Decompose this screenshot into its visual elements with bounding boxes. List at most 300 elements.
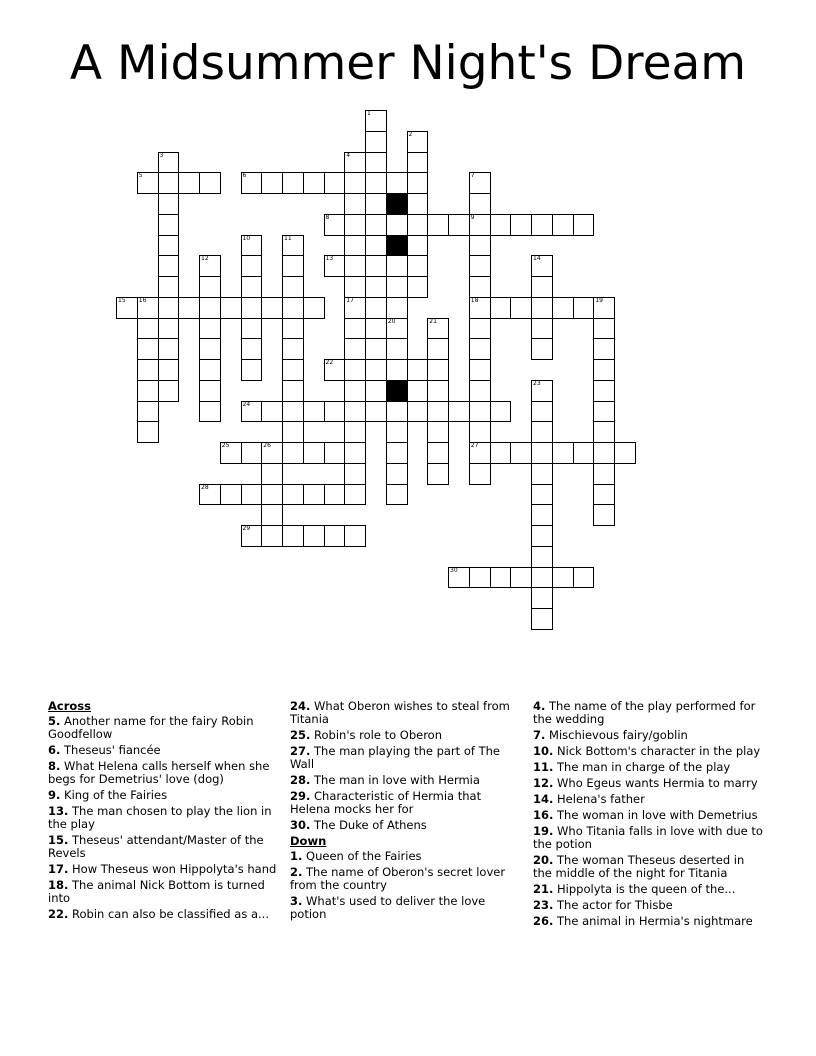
grid-cell[interactable] [158,172,180,194]
grid-cell[interactable] [241,359,263,381]
grid-cell[interactable] [427,401,449,423]
grid-cell[interactable] [531,276,553,298]
grid-cell[interactable] [407,276,429,298]
clue-number: 23 [533,379,541,387]
clue-item-number: 14. [533,792,554,806]
grid-cell[interactable] [510,442,532,464]
grid-cell[interactable] [282,401,304,423]
clue-item-text: The Duke of Athens [314,818,427,832]
clue-number: 15 [118,296,126,304]
grid-cell[interactable] [510,297,532,319]
clue-item-text: Theseus' fiancée [64,743,161,757]
grid-cell[interactable] [365,214,387,236]
grid-cell[interactable] [303,172,325,194]
grid-cell[interactable] [469,463,491,485]
grid-cell[interactable] [220,484,242,506]
grid-cell[interactable] [261,525,283,547]
clue-item-number: 8. [48,759,61,773]
clue-heading: Across [48,699,91,713]
grid-cell[interactable] [199,297,221,319]
grid-cell[interactable] [365,110,387,132]
grid-cell[interactable] [407,359,429,381]
grid-cell[interactable] [303,484,325,506]
grid-cell[interactable] [552,442,574,464]
clue-number: 17 [346,296,354,304]
clue-item [48,863,280,876]
grid-cell[interactable] [365,276,387,298]
grid-cell[interactable] [282,442,304,464]
clue-item-number: 10. [533,744,554,758]
grid-cell[interactable] [407,214,429,236]
grid-cell[interactable] [531,504,553,526]
grid-cell[interactable] [178,172,200,194]
grid-cell[interactable] [386,255,408,277]
clue-item [533,761,765,774]
clue-number: 2 [408,130,413,138]
clue-item-number: 28. [290,773,311,787]
grid-block [386,380,408,402]
grid-cell[interactable] [531,401,553,423]
grid-cell[interactable] [178,297,200,319]
grid-cell[interactable] [344,152,366,174]
grid-cell[interactable] [407,401,429,423]
grid-cell[interactable] [531,421,553,443]
clue-item-text: The man chosen to play the lion in the play [48,804,272,831]
clue-item-number: 13. [48,804,69,818]
grid-cell[interactable] [552,567,574,589]
grid-cell[interactable] [469,318,491,340]
grid-cell[interactable] [344,484,366,506]
clue-item-text: Theseus' attendant/Master of the Revels [48,833,264,860]
grid-cell[interactable] [531,442,553,464]
grid-cell[interactable] [241,484,263,506]
grid-cell[interactable] [427,380,449,402]
clue-item [48,744,280,757]
grid-cell[interactable] [241,442,263,464]
grid-cell[interactable] [552,214,574,236]
clue-item-number: 30. [290,818,311,832]
grid-cell[interactable] [344,338,366,360]
grid-cell[interactable] [365,152,387,174]
grid-cell[interactable] [241,255,263,277]
grid-cell[interactable] [158,318,180,340]
clue-number: 4 [346,151,351,159]
grid-cell[interactable] [137,380,159,402]
grid-cell[interactable] [220,442,242,464]
grid-cell[interactable] [407,235,429,257]
grid-cell[interactable] [199,380,221,402]
grid-cell[interactable] [365,338,387,360]
grid-cell[interactable] [531,587,553,609]
grid-cell[interactable] [241,297,263,319]
clue-number: 12 [201,255,209,263]
grid-cell[interactable] [324,401,346,423]
grid-cell[interactable] [469,359,491,381]
grid-cell[interactable] [593,338,615,360]
grid-cell[interactable] [137,359,159,381]
grid-cell[interactable] [427,421,449,443]
grid-cell[interactable] [199,172,221,194]
grid-cell[interactable] [531,525,553,547]
grid-cell[interactable] [531,255,553,277]
grid-cell[interactable] [158,338,180,360]
grid-cell[interactable] [531,608,553,630]
clue-item [533,825,765,851]
grid-cell[interactable] [199,401,221,423]
clue-number: 27 [470,442,479,449]
grid-cell[interactable] [531,463,553,485]
grid-cell[interactable] [531,318,553,340]
grid-cell[interactable] [365,235,387,257]
grid-cell[interactable] [469,214,491,236]
grid-cell[interactable] [365,255,387,277]
grid-cell[interactable] [510,567,532,589]
grid-cell[interactable] [282,359,304,381]
grid-cell[interactable] [261,463,283,485]
grid-cell[interactable] [241,318,263,340]
clue-number: 3 [159,151,164,159]
grid-cell[interactable] [407,131,429,153]
grid-cell[interactable] [386,484,408,506]
grid-cell[interactable] [158,214,180,236]
grid-cell[interactable] [158,255,180,277]
grid-cell[interactable] [469,193,491,215]
grid-cell[interactable] [282,172,304,194]
grid-cell[interactable] [344,172,366,194]
grid-cell[interactable] [386,359,408,381]
grid-cell[interactable] [593,421,615,443]
grid-cell[interactable] [158,152,180,174]
grid-cell[interactable] [593,504,615,526]
grid-cell[interactable] [324,214,346,236]
grid-cell[interactable] [324,525,346,547]
grid-cell[interactable] [386,172,408,194]
clue-item-text: Who Titania falls in love with due to the potion [533,824,763,851]
grid-cell[interactable] [137,338,159,360]
grid-cell[interactable] [614,442,636,464]
grid-cell[interactable] [344,421,366,443]
grid-cell[interactable] [261,401,283,423]
clue-item [48,908,280,921]
clue-item-text: Another name for the fairy Robin Goodfellow [48,714,254,741]
grid-cell[interactable] [282,255,304,277]
clue-item [533,883,765,896]
grid-cell[interactable] [324,484,346,506]
grid-cell[interactable] [344,442,366,464]
grid-cell[interactable] [593,380,615,402]
clue-item-number: 9. [48,788,61,802]
clue-item-number: 24. [290,699,311,713]
clue-item-text: How Theseus won Hippolyta's hand [72,862,277,876]
grid-cell[interactable] [469,338,491,360]
clue-item [290,895,522,921]
grid-cell[interactable] [365,193,387,215]
grid-cell[interactable] [282,338,304,360]
grid-cell[interactable] [344,214,366,236]
clue-item-number: 19. [533,824,554,838]
grid-cell[interactable] [490,401,512,423]
grid-cell[interactable] [531,338,553,360]
grid-cell[interactable] [365,401,387,423]
clue-item-text: The animal in Hermia's nightmare [557,914,753,928]
grid-cell[interactable] [573,214,595,236]
clue-number: 8 [325,213,330,221]
grid-cell[interactable] [137,421,159,443]
grid-cell[interactable] [324,442,346,464]
grid-cell[interactable] [593,463,615,485]
clue-item [48,760,280,786]
grid-cell[interactable] [469,421,491,443]
grid-cell[interactable] [324,359,346,381]
clue-item-number: 29. [290,789,311,803]
grid-cell[interactable] [386,463,408,485]
grid-cell[interactable] [490,297,512,319]
grid-cell[interactable] [116,297,138,319]
grid-cell[interactable] [427,442,449,464]
page-title: A Midsummer Night's Dream [69,36,747,91]
grid-cell[interactable] [427,338,449,360]
grid-cell[interactable] [261,297,283,319]
grid-cell[interactable] [282,421,304,443]
grid-cell[interactable] [552,297,574,319]
grid-cell[interactable] [593,359,615,381]
grid-cell[interactable] [261,484,283,506]
grid-cell[interactable] [344,380,366,402]
grid-cell[interactable] [531,567,553,589]
grid-cell[interactable] [344,297,366,319]
grid-cell[interactable] [427,359,449,381]
clue-item-text: Queen of the Fairies [306,849,422,863]
grid-cell[interactable] [573,442,595,464]
clue-item [533,777,765,790]
grid-cell[interactable] [344,276,366,298]
grid-cell[interactable] [344,193,366,215]
grid-cell[interactable] [199,338,221,360]
clue-item-text: The man playing the part of The Wall [290,744,500,771]
grid-cell[interactable] [344,235,366,257]
clue-item-number: 4. [533,699,546,713]
grid-cell[interactable] [593,484,615,506]
clue-item [290,774,522,787]
clue-number: 6 [242,172,247,180]
grid-cell[interactable] [510,214,532,236]
grid-cell[interactable] [282,525,304,547]
clue-item-text: The man in charge of the play [557,760,731,774]
grid-cell[interactable] [386,338,408,360]
clue-item-text: Mischievous fairy/goblin [549,728,688,742]
clue-item [290,745,522,771]
clue-item-number: 2. [290,865,303,879]
clue-item-number: 7. [533,728,546,742]
grid-cell[interactable] [448,401,470,423]
grid-cell[interactable] [407,172,429,194]
clues-column-2 [290,700,522,924]
grid-cell[interactable] [386,421,408,443]
grid-cell[interactable] [220,297,242,319]
clues-column-3 [533,700,765,931]
clue-number: 22 [325,359,334,366]
grid-block [386,193,408,215]
grid-cell[interactable] [573,297,595,319]
clue-item-text: Robin's role to Oberon [314,728,442,742]
grid-cell[interactable] [137,172,159,194]
grid-cell[interactable] [282,380,304,402]
grid-cell[interactable] [593,297,615,319]
grid-cell[interactable] [303,297,325,319]
grid-cell[interactable] [261,442,283,464]
grid-cell[interactable] [593,401,615,423]
clue-item [48,715,280,741]
clue-item-text: The woman Theseus deserted in the middle of the night for Titania [533,853,745,880]
clue-number: 21 [429,317,437,325]
grid-cell[interactable] [490,214,512,236]
grid-cell[interactable] [158,297,180,319]
grid-cell[interactable] [137,318,159,340]
grid-cell[interactable] [344,318,366,340]
grid-cell[interactable] [365,380,387,402]
clue-item [48,834,280,860]
clue-item [290,819,522,832]
clue-item-text: What's used to deliver the love potion [290,894,486,921]
grid-cell[interactable] [469,276,491,298]
grid-cell[interactable] [158,193,180,215]
grid-cell[interactable] [469,567,491,589]
grid-cell[interactable] [386,318,408,340]
grid-cell[interactable] [324,172,346,194]
grid-cell[interactable] [282,318,304,340]
grid-cell[interactable] [241,276,263,298]
grid-cell[interactable] [137,297,159,319]
clue-item [533,809,765,822]
clue-item [48,805,280,831]
grid-cell[interactable] [531,546,553,568]
clue-item-text: What Oberon wishes to steal from Titania [290,699,510,726]
grid-cell[interactable] [199,484,221,506]
grid-cell[interactable] [344,401,366,423]
grid-cell[interactable] [137,401,159,423]
grid-cell[interactable] [344,359,366,381]
clue-item [533,793,765,806]
grid-cell[interactable] [365,131,387,153]
grid-cell[interactable] [386,442,408,464]
grid-cell[interactable] [531,380,553,402]
clue-item [290,729,522,742]
clue-item-number: 16. [533,808,554,822]
grid-cell[interactable] [531,484,553,506]
grid-cell[interactable] [261,504,283,526]
grid-cell[interactable] [365,359,387,381]
grid-cell[interactable] [469,401,491,423]
grid-cell[interactable] [158,235,180,257]
grid-cell[interactable] [469,442,491,464]
clue-heading: Down [290,834,327,848]
grid-cell[interactable] [448,214,470,236]
clue-item-number: 23. [533,898,554,912]
grid-cell[interactable] [407,193,429,215]
grid-cell[interactable] [469,380,491,402]
clue-item-number: 1. [290,849,303,863]
grid-cell[interactable] [593,442,615,464]
grid-cell[interactable] [199,359,221,381]
grid-cell[interactable] [490,442,512,464]
grid-cell[interactable] [386,297,408,319]
grid-cell[interactable] [407,152,429,174]
grid-cell[interactable] [282,297,304,319]
clue-item [533,729,765,742]
clue-item [48,789,280,802]
grid-cell[interactable] [158,359,180,381]
grid-cell[interactable] [303,525,325,547]
clue-item [290,866,522,892]
grid-cell[interactable] [427,214,449,236]
grid-cell[interactable] [158,380,180,402]
grid-cell[interactable] [365,297,387,319]
clue-item-text: The animal Nick Bottom is turned into [48,878,265,905]
grid-cell[interactable] [386,214,408,236]
clue-item-text: Nick Bottom's character in the play [557,744,761,758]
grid-cell[interactable] [241,338,263,360]
grid-cell[interactable] [386,401,408,423]
clue-number: 10 [242,234,251,242]
grid-cell[interactable] [241,172,263,194]
grid-cell[interactable] [199,276,221,298]
grid-cell[interactable] [365,318,387,340]
grid-cell[interactable] [344,463,366,485]
clue-item-number: 20. [533,853,554,867]
grid-cell[interactable] [241,525,263,547]
grid-cell[interactable] [490,567,512,589]
clue-item-number: 26. [533,914,554,928]
grid-cell[interactable] [407,255,429,277]
clue-item-number: 5. [48,714,61,728]
clue-item-text: Hippolyta is the queen of the... [557,882,736,896]
grid-cell[interactable] [303,401,325,423]
clue-number: 7 [470,172,475,180]
grid-cell[interactable] [282,484,304,506]
grid-cell[interactable] [469,235,491,257]
clue-number: 9 [470,213,475,221]
grid-cell[interactable] [303,442,325,464]
grid-cell[interactable] [344,525,366,547]
grid-cell[interactable] [531,214,553,236]
grid-cell[interactable] [448,567,470,589]
grid-cell[interactable] [365,172,387,194]
grid-cell[interactable] [573,567,595,589]
grid-cell[interactable] [158,276,180,298]
clue-number: 20 [387,317,396,325]
grid-cell[interactable] [344,255,366,277]
grid-cell[interactable] [593,318,615,340]
grid-cell[interactable] [282,276,304,298]
grid-cell[interactable] [241,401,263,423]
clue-item-text: The name of Oberon's secret lover from the country [290,865,506,892]
grid-cell[interactable] [324,255,346,277]
grid-cell[interactable] [199,255,221,277]
grid-cell[interactable] [241,235,263,257]
grid-cell[interactable] [469,172,491,194]
grid-cell[interactable] [427,318,449,340]
clue-item-number: 3. [290,894,303,908]
grid-cell[interactable] [531,297,553,319]
clue-number: 19 [595,296,603,304]
grid-cell[interactable] [469,255,491,277]
grid-cell[interactable] [261,172,283,194]
grid-cell[interactable] [469,297,491,319]
grid-cell[interactable] [282,235,304,257]
clue-number: 29 [242,525,251,532]
grid-cell[interactable] [199,318,221,340]
grid-cell[interactable] [427,463,449,485]
